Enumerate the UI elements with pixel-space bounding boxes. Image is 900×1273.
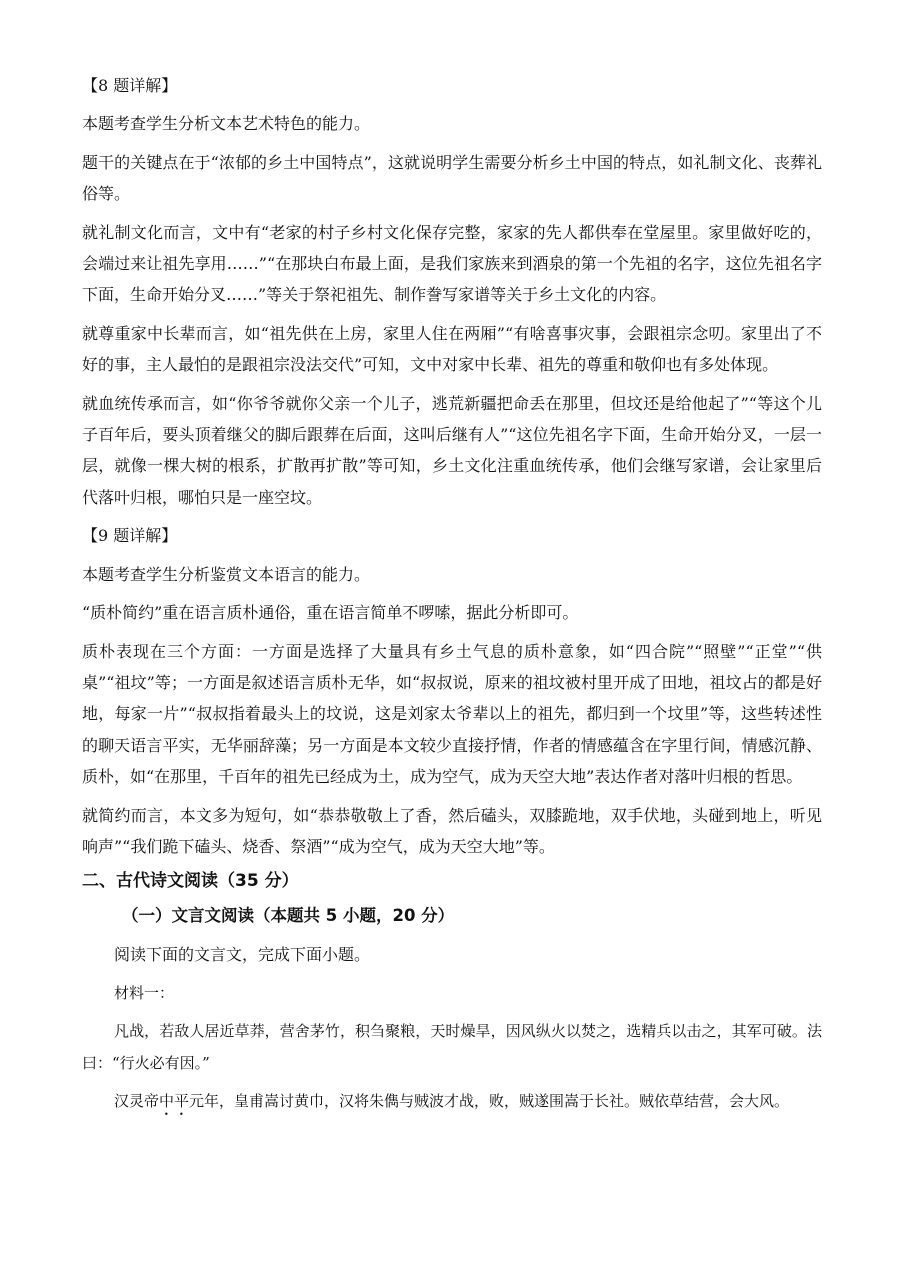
material-paragraph-1: 凡战，若敌人居近草莽，营舍茅竹，积刍聚粮，天时燥旱，因风纵火以焚之，选精兵以击之，其军可破。法曰：“行火必有因。”	[82, 1022, 822, 1072]
material-paragraph-2	[82, 1086, 822, 1119]
q8-paragraph-2: 题干的关键点在于“浓郁的乡土中国特点”，这就说明学生需要分析乡土中国的特点，如礼制文化、丧葬礼俗等。	[82, 152, 822, 204]
q9-paragraph-3: 质朴表现在三个方面：一方面是选择了大量具有乡土气息的质朴意象，如“四合院”“照壁”“正堂”“供桌”“祖坟”等；一方面是叙述语言质朴无华，如“叔叔说，原来的祖坟被村里开成了田地，祖坟占的都是好地，每家一片”“叔叔指着最头上的坟说，这是刘家太爷辈以上的祖先，都归到一个坟里”等，这些转述性的聊天语言平实，无华丽辞藻；另一方面是本文较少直接抒情，作者的情感蕴含在字里行间，情感沉静、质朴，如“在那里，千百年的祖先已经成为土，成为空气，成为天空大地”表达作者对落叶归根的哲思。	[82, 641, 822, 787]
emphasized-term: 中平	[159, 1091, 190, 1110]
q8-paragraph-1: 本题考查学生分析文本艺术特色的能力。	[82, 114, 371, 134]
material-label: 材料一：	[114, 983, 175, 1002]
q9-paragraph-2: “质朴简约”重在语言质朴通俗，重在语言简单不啰嗦，据此分析即可。	[82, 603, 579, 623]
material-text-rest: 元年，皇甫嵩讨黄巾，汉将朱儁与贼波才战，败，贼遂围嵩于长社。贼依草结营，会大风。	[189, 1091, 790, 1110]
q8-paragraph-5: 就血统传承而言，如“你爷爷就你父亲一个儿子，逃荒新疆把命丢在那里，但坟还是给他起了”“等这个儿子百年后，要头顶着继父的脚后跟葬在后面，这叫后继有人”“这位先祖名字下面，生命开始分叉，一层一层，就像一棵大树的根系，扩散再扩散”等可知，乡土文化注重血统传承，他们会继写家谱，会让家里后代落叶归根，哪怕只是一座空坟。	[82, 393, 822, 507]
document-page	[82, 70, 822, 1119]
q9-heading: 【9 题详解】	[82, 526, 178, 546]
q9-paragraph-1: 本题考查学生分析鉴赏文本语言的能力。	[82, 564, 371, 584]
section-title: 二、古代诗文阅读（35 分）	[82, 871, 299, 892]
sub-section-title: （一）文言文阅读（本题共 5 小题，20 分）	[122, 906, 455, 926]
material-text-start: 汉灵帝	[114, 1091, 160, 1110]
q8-paragraph-3: 就礼制文化而言，文中有“老家的村子乡村文化保存完整，家家的先人都供奉在堂屋里。家里做好吃的，会端过来让祖先享用……”“在那块白布最上面，是我们家族来到酒泉的第一个先祖的名字，这位先祖名字下面，生命开始分叉……”等关于祭祀祖先、制作誊写家谱等关于乡土文化的内容。	[82, 222, 822, 305]
q9-paragraph-4: 就简约而言，本文多为短句，如“恭恭敬敬上了香，然后磕头，双膝跪地，双手伏地，头碰到地上，听见响声”“我们跪下磕头、烧香、祭酒”“成为空气，成为天空大地”等。	[82, 805, 822, 856]
reading-instruction: 阅读下面的文言文，完成下面小题。	[114, 945, 371, 965]
q8-heading: 【8 题详解】	[82, 76, 178, 95]
q8-paragraph-4: 就尊重家中长辈而言，如“祖先供在上房，家里人住在两厢”“有啥喜事灾事，会跟祖宗念叨。家里出了不好的事，主人最怕的是跟祖宗没法交代”可知，文中对家中长辈、祖先的尊重和敬仰也有多处体现。	[82, 323, 822, 375]
